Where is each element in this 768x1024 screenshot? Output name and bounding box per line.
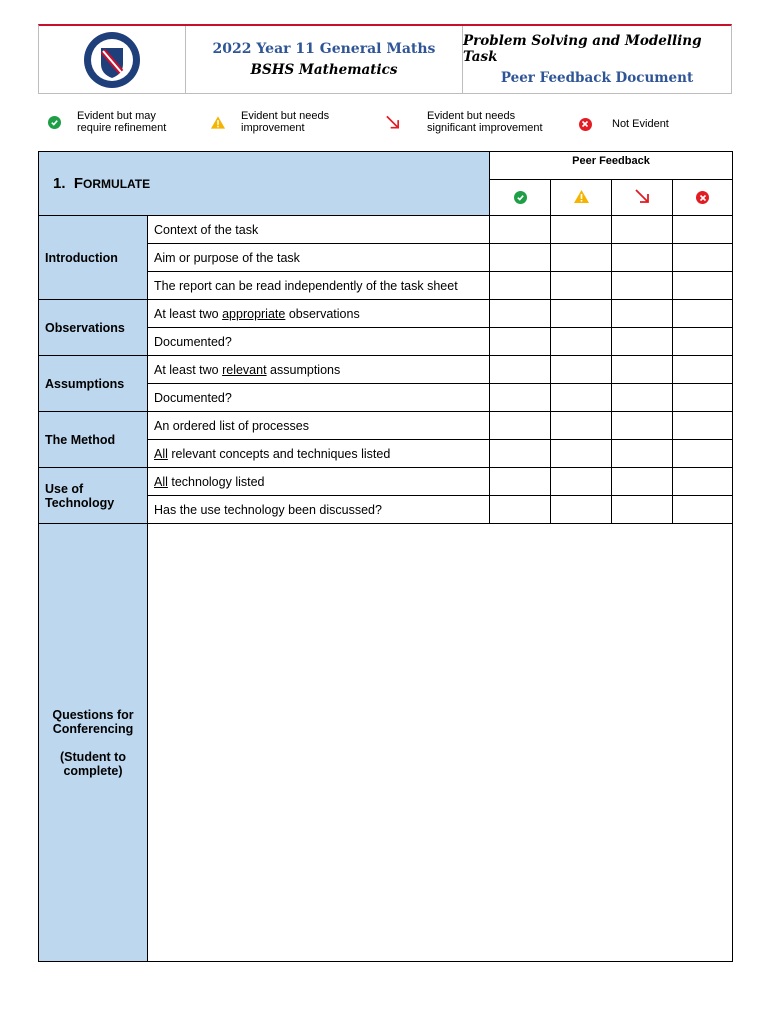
rating-cell-improvement[interactable] xyxy=(551,440,612,468)
rating-column-significant xyxy=(612,180,673,216)
rating-cell-not-evident[interactable] xyxy=(673,468,733,496)
check-circle-icon xyxy=(514,191,527,204)
rating-cell-significant[interactable] xyxy=(612,496,673,524)
rating-column-refinement xyxy=(490,180,551,216)
document-title: Peer Feedback Document xyxy=(500,70,694,86)
rating-cell-refinement[interactable] xyxy=(490,384,551,412)
check-circle-icon xyxy=(48,116,61,129)
rating-cell-significant[interactable] xyxy=(612,244,673,272)
rating-cell-significant[interactable] xyxy=(612,412,673,440)
legend-item-not-evident xyxy=(577,116,669,132)
rating-cell-not-evident[interactable] xyxy=(673,356,733,384)
task-title: Problem Solving and Modelling Task xyxy=(463,33,702,65)
rating-cell-improvement[interactable] xyxy=(551,328,612,356)
rating-cell-improvement[interactable] xyxy=(551,216,612,244)
rating-cell-refinement[interactable] xyxy=(490,412,551,440)
row-header-technology: Use of Technology xyxy=(39,468,148,524)
feedback-table xyxy=(38,151,733,962)
row-header-introduction: Introduction xyxy=(39,216,148,300)
legend-label: Not Evident xyxy=(612,118,669,130)
legend-item-refinement xyxy=(46,110,166,134)
school-logo-cell xyxy=(39,26,186,93)
row-header-method: The Method xyxy=(39,412,148,468)
rating-cell-significant[interactable] xyxy=(612,440,673,468)
rating-cell-improvement[interactable] xyxy=(551,384,612,412)
rating-cell-improvement[interactable] xyxy=(551,496,612,524)
rating-cell-refinement[interactable] xyxy=(490,328,551,356)
rating-cell-improvement[interactable] xyxy=(551,412,612,440)
rating-cell-not-evident[interactable] xyxy=(673,496,733,524)
down-right-arrow-icon xyxy=(385,114,401,131)
rating-cell-improvement[interactable] xyxy=(551,300,612,328)
criterion-cell: All relevant concepts and techniques listed xyxy=(148,440,490,468)
rating-cell-not-evident[interactable] xyxy=(673,440,733,468)
rating-cell-significant[interactable] xyxy=(612,356,673,384)
questions-response-area[interactable] xyxy=(148,524,733,962)
rating-cell-refinement[interactable] xyxy=(490,272,551,300)
rating-cell-improvement[interactable] xyxy=(551,356,612,384)
rating-cell-not-evident[interactable] xyxy=(673,300,733,328)
rating-cell-significant[interactable] xyxy=(612,272,673,300)
criterion-cell: At least two relevant assumptions xyxy=(148,356,490,384)
criterion-cell: At least two appropriate observations xyxy=(148,300,490,328)
rating-cell-refinement[interactable] xyxy=(490,300,551,328)
rating-column-improvement xyxy=(551,180,612,216)
document-header xyxy=(38,24,732,94)
header-course-block xyxy=(186,26,463,93)
down-right-arrow-icon xyxy=(634,188,651,205)
school-crest-logo xyxy=(82,30,142,90)
rating-cell-significant[interactable] xyxy=(612,328,673,356)
rating-cell-not-evident[interactable] xyxy=(673,216,733,244)
legend xyxy=(0,108,768,140)
legend-item-significant xyxy=(385,110,543,134)
rating-column-not-evident xyxy=(673,180,733,216)
rating-cell-refinement[interactable] xyxy=(490,356,551,384)
x-circle-icon xyxy=(696,191,709,204)
questions-header: Questions for Conferencing (Student to complete) xyxy=(39,524,148,962)
rating-cell-refinement[interactable] xyxy=(490,216,551,244)
rating-cell-not-evident[interactable] xyxy=(673,328,733,356)
rating-cell-not-evident[interactable] xyxy=(673,272,733,300)
warning-triangle-icon xyxy=(573,189,590,204)
rating-cell-significant[interactable] xyxy=(612,384,673,412)
rating-cell-not-evident[interactable] xyxy=(673,244,733,272)
rating-cell-improvement[interactable] xyxy=(551,272,612,300)
legend-label: improvement xyxy=(241,122,305,134)
criterion-cell: The report can be read independently of the task sheet xyxy=(148,272,490,300)
legend-item-improvement xyxy=(210,110,329,134)
rating-cell-refinement[interactable] xyxy=(490,244,551,272)
x-circle-icon xyxy=(579,118,592,131)
criterion-cell: An ordered list of processes xyxy=(148,412,490,440)
criterion-cell: Documented? xyxy=(148,328,490,356)
rating-cell-significant[interactable] xyxy=(612,300,673,328)
warning-triangle-icon xyxy=(210,115,226,130)
rating-cell-improvement[interactable] xyxy=(551,244,612,272)
rating-cell-refinement[interactable] xyxy=(490,496,551,524)
course-title: 2022 Year 11 General Maths xyxy=(212,41,436,57)
criterion-cell: Documented? xyxy=(148,384,490,412)
rating-cell-significant[interactable] xyxy=(612,216,673,244)
criterion-cell: Has the use technology been discussed? xyxy=(148,496,490,524)
rating-cell-not-evident[interactable] xyxy=(673,412,733,440)
legend-label: significant improvement xyxy=(427,122,543,134)
rating-cell-significant[interactable] xyxy=(612,468,673,496)
peer-feedback-header: Peer Feedback xyxy=(490,152,733,180)
criterion-cell: All technology listed xyxy=(148,468,490,496)
section-title: 1. FORMULATE xyxy=(39,152,490,216)
legend-label: Evident but may xyxy=(77,110,156,122)
department-subtitle: BSHS Mathematics xyxy=(250,62,398,78)
rating-cell-refinement[interactable] xyxy=(490,440,551,468)
rating-cell-refinement[interactable] xyxy=(490,468,551,496)
criterion-cell: Aim or purpose of the task xyxy=(148,244,490,272)
legend-label: Evident but needs xyxy=(427,110,516,122)
row-header-observations: Observations xyxy=(39,300,148,356)
legend-label: require refinement xyxy=(77,122,167,134)
criterion-cell: Context of the task xyxy=(148,216,490,244)
legend-label: Evident but needs xyxy=(241,110,330,122)
rating-cell-improvement[interactable] xyxy=(551,468,612,496)
row-header-assumptions: Assumptions xyxy=(39,356,148,412)
rating-cell-not-evident[interactable] xyxy=(673,384,733,412)
header-task-block xyxy=(463,26,731,93)
